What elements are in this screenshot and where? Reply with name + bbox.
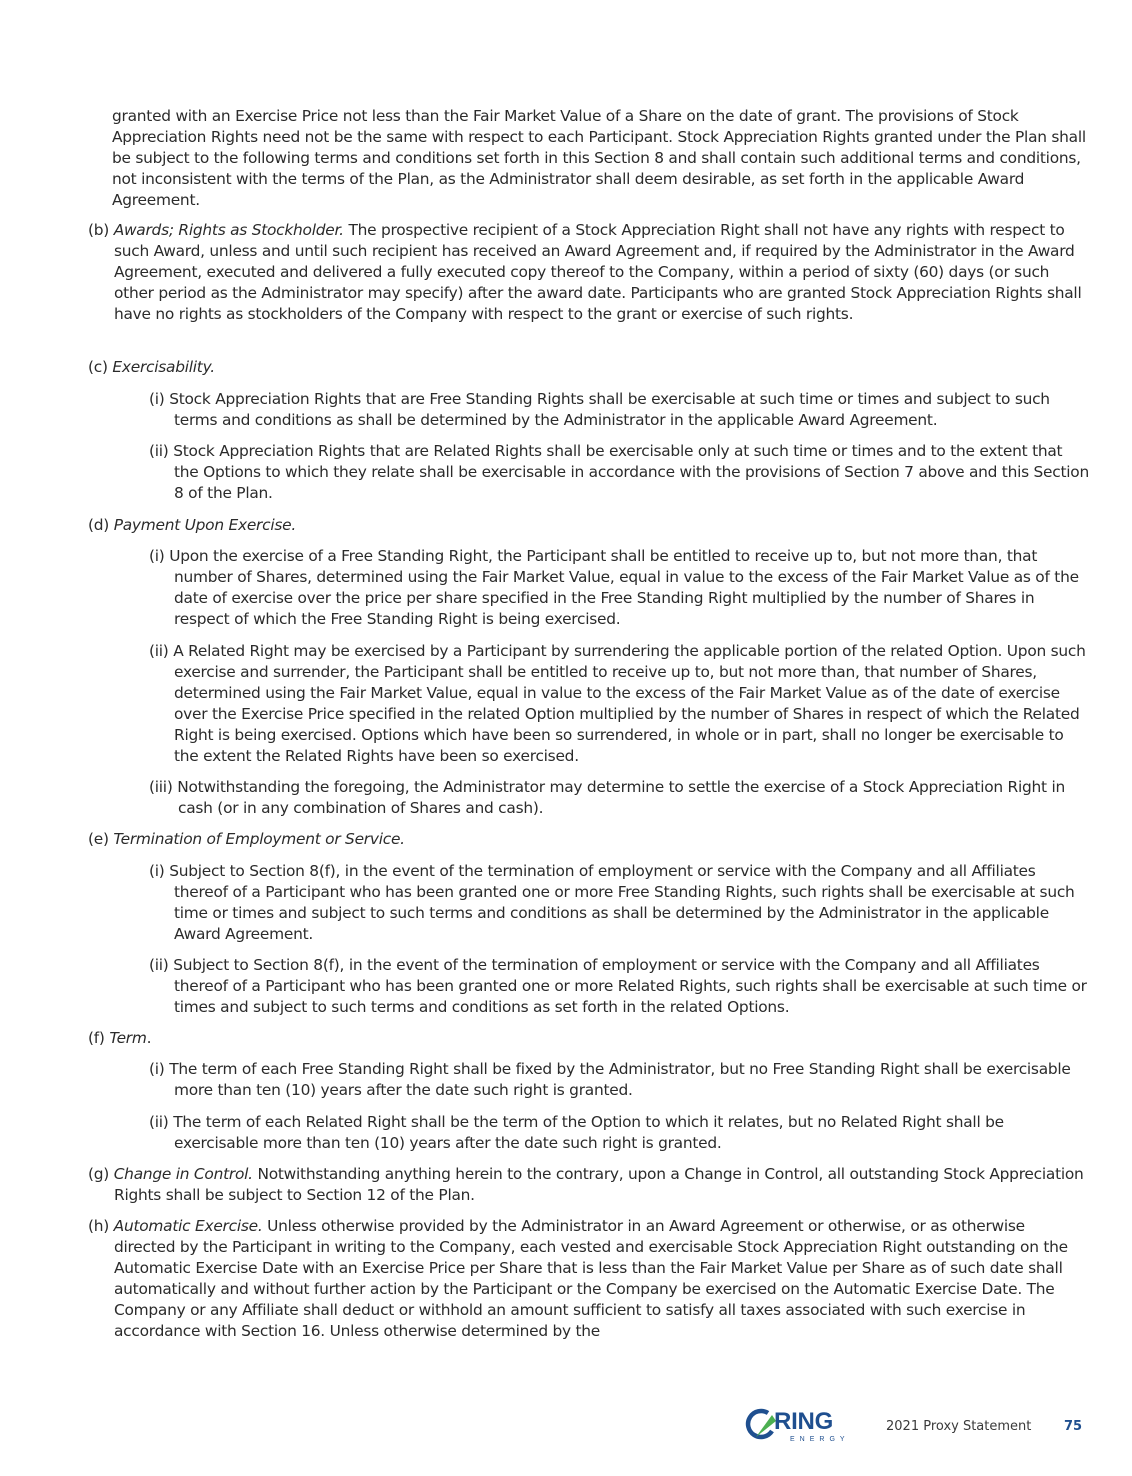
section-d-i [149,546,1089,630]
section-g-marker: (g) [88,1165,110,1183]
page-number: 75 [1064,1419,1083,1434]
section-e-ii-marker: (ii) [149,956,169,974]
section-e-i-marker: (i) [149,862,165,880]
section-e-i [149,861,1089,945]
section-g [88,1164,1088,1206]
section-g-text: Notwithstanding anything herein to the contrary, upon a Change in Control, all outstanding Stock Appreciation Rights shall be subject to Section 12 of the Plan. [114,1165,1084,1204]
section-d-iii [149,777,1089,819]
section-c-ii-marker: (ii) [149,442,169,460]
section-e-marker: (e) [88,830,109,848]
section-c-ii-text: Stock Appreciation Rights that are Related Rights shall be exercisable only at such time or times and to the extent that the Options to which they relate shall be exercisable in accordance with the provisions of Section 7 above and this Section 8 of the Plan. [173,442,1089,502]
logo-main-text: RING [774,1408,833,1435]
section-d-iii-marker: (iii) [149,778,173,796]
section-f: (f) Term. [88,1029,152,1047]
section-d [88,515,1088,536]
section-d-iii-text: Notwithstanding the foregoing, the Administrator may determine to settle the exercise of a Stock Appreciation Right in cash (or in any combination of Shares and cash). [177,778,1065,817]
section-f-ii-marker: (ii) [149,1113,169,1131]
page-footer [742,1407,1092,1447]
section-c-marker: (c) [88,358,108,376]
logo-sub-text: ENERGY [790,1436,850,1443]
section-f-marker: (f) [88,1029,105,1047]
section-h-marker: (h) [88,1217,110,1235]
section-b-heading: Awards; Rights as Stockholder. [113,221,344,239]
section-c [88,357,1088,378]
section-c-i-marker: (i) [149,390,165,408]
section-b-marker: (b) [88,221,110,239]
section-d-ii [149,641,1089,767]
section-f-heading: Term [109,1029,147,1047]
section-f-i-marker: (i) [149,1060,165,1078]
section-d-ii-marker: (ii) [149,642,169,660]
section-f-ii-text: The term of each Related Right shall be the term of the Option to which it relates, but no Related Right shall be exercisable more than ten (10) years after the date such right is granted. [173,1113,1004,1152]
section-d-marker: (d) [88,516,110,534]
section-c-i [149,389,1089,431]
section-e-i-text: Subject to Section 8(f), in the event of the termination of employment or service with the Company and all Affiliates thereof of a Participant who has been granted one or more Free Standing Rights, such rights shall be exercisable at such time or times and subject to such terms and conditions as shall be determined by the Administrator in the applicable Award Agreement. [169,862,1075,943]
section-d-heading: Payment Upon Exercise. [113,516,296,534]
section-d-i-marker: (i) [149,547,165,565]
section-c-i-text: Stock Appreciation Rights that are Free Standing Rights shall be exercisable at such time or times and subject to such terms and conditions as shall be determined by the Administrator in the applicable Award Agreement. [169,390,1050,429]
section-e [88,829,1088,850]
section-e-ii [149,955,1089,1018]
section-h [88,1216,1088,1342]
section-b [88,220,1088,325]
section-d-ii-text: A Related Right may be exercised by a Participant by surrendering the applicable portion of the related Option. Upon such exercise and surrender, the Participant shall be entitled to receive up to, but not more than, that number of Shares, determined using the Fair Market Value, equal in value to the excess of the Fair Market Value as of the date of exercise over the Exercise Price specified in the related Option multiplied by the number of Shares in respect of which the Related Right is being exercised. Options which have been so surrendered, in whole or in part, shall no longer be exercisable to the extent the Related Rights have been so exercised. [173,642,1086,765]
section-e-heading: Termination of Employment or Service. [113,830,405,848]
section-d-i-text: Upon the exercise of a Free Standing Right, the Participant shall be entitled to receive up to, but not more than, that number of Shares, determined using the Fair Market Value, equal in value to the excess of the Fair Market Value as of the date of exercise over the price per share specified in the Free Standing Right multiplied by the number of Shares in respect of which the Free Standing Right is being exercised. [169,547,1079,628]
section-g-heading: Change in Control. [113,1165,253,1183]
footer-title: 2021 Proxy Statement [886,1419,1032,1434]
section-h-text: Unless otherwise provided by the Administrator in an Award Agreement or otherwise, or as otherwise directed by the Participant in writing to the Company, each vested and exercisable Stock Appreciation Right outstanding on the Automatic Exercise Date with an Exercise Price per Share that is less than the Fair Market Value per Share as of such date shall automatically and without further action by the Participant or the Company be exercised on the Automatic Exercise Date. The Company or any Affiliate shall deduct or withhold an amount sufficient to satisfy all taxes associated with such exercise in accordance with Section 16. Unless otherwise determined by the [114,1217,1068,1340]
section-c-ii [149,441,1089,504]
section-b-text: The prospective recipient of a Stock Appreciation Right shall not have any rights with respect to such Award, unless and until such recipient has received an Award Agreement and, if required by the Administrator in the Award Agreement, executed and delivered a fully executed copy thereof to the Company, within a period of sixty (60) days (or such other period as the Administrator may specify) after the award date. Participants who are granted Stock Appreciation Rights shall have no rights as stockholders of the Company with respect to the grant or exercise of such rights. [114,221,1082,323]
section-e-ii-text: Subject to Section 8(f), in the event of the termination of employment or service with the Company and all Affiliates thereof of a Participant who has been granted one or more Related Rights, such rights shall be exercisable at such time or times and subject to such terms and conditions as set forth in the related Options. [173,956,1087,1016]
section-f-i-text: The term of each Free Standing Right shall be fixed by the Administrator, but no Free Standing Right shall be exercisable more than ten (10) years after the date such right is granted. [169,1060,1071,1099]
ring-energy-logo [742,1407,862,1443]
section-h-heading: Automatic Exercise. [113,1217,263,1235]
section-f-i [149,1059,1089,1101]
section-c-heading: Exercisability. [112,358,215,376]
section-f-ii [149,1112,1089,1154]
lead-paragraph: granted with an Exercise Price not less than the Fair Market Value of a Share on the date of grant. The provisions of Stock Appreciation Rights need not be the same with respect to each Participant. Stock Appreciation Rights granted under the Plan shall be subject to the following terms and conditions set forth in this Section 8 and shall contain such additional terms and conditions, not inconsistent with the terms of the Plan, as the Administrator shall deem desirable, as set forth in the applicable Award Agreement. [112,107,1086,209]
